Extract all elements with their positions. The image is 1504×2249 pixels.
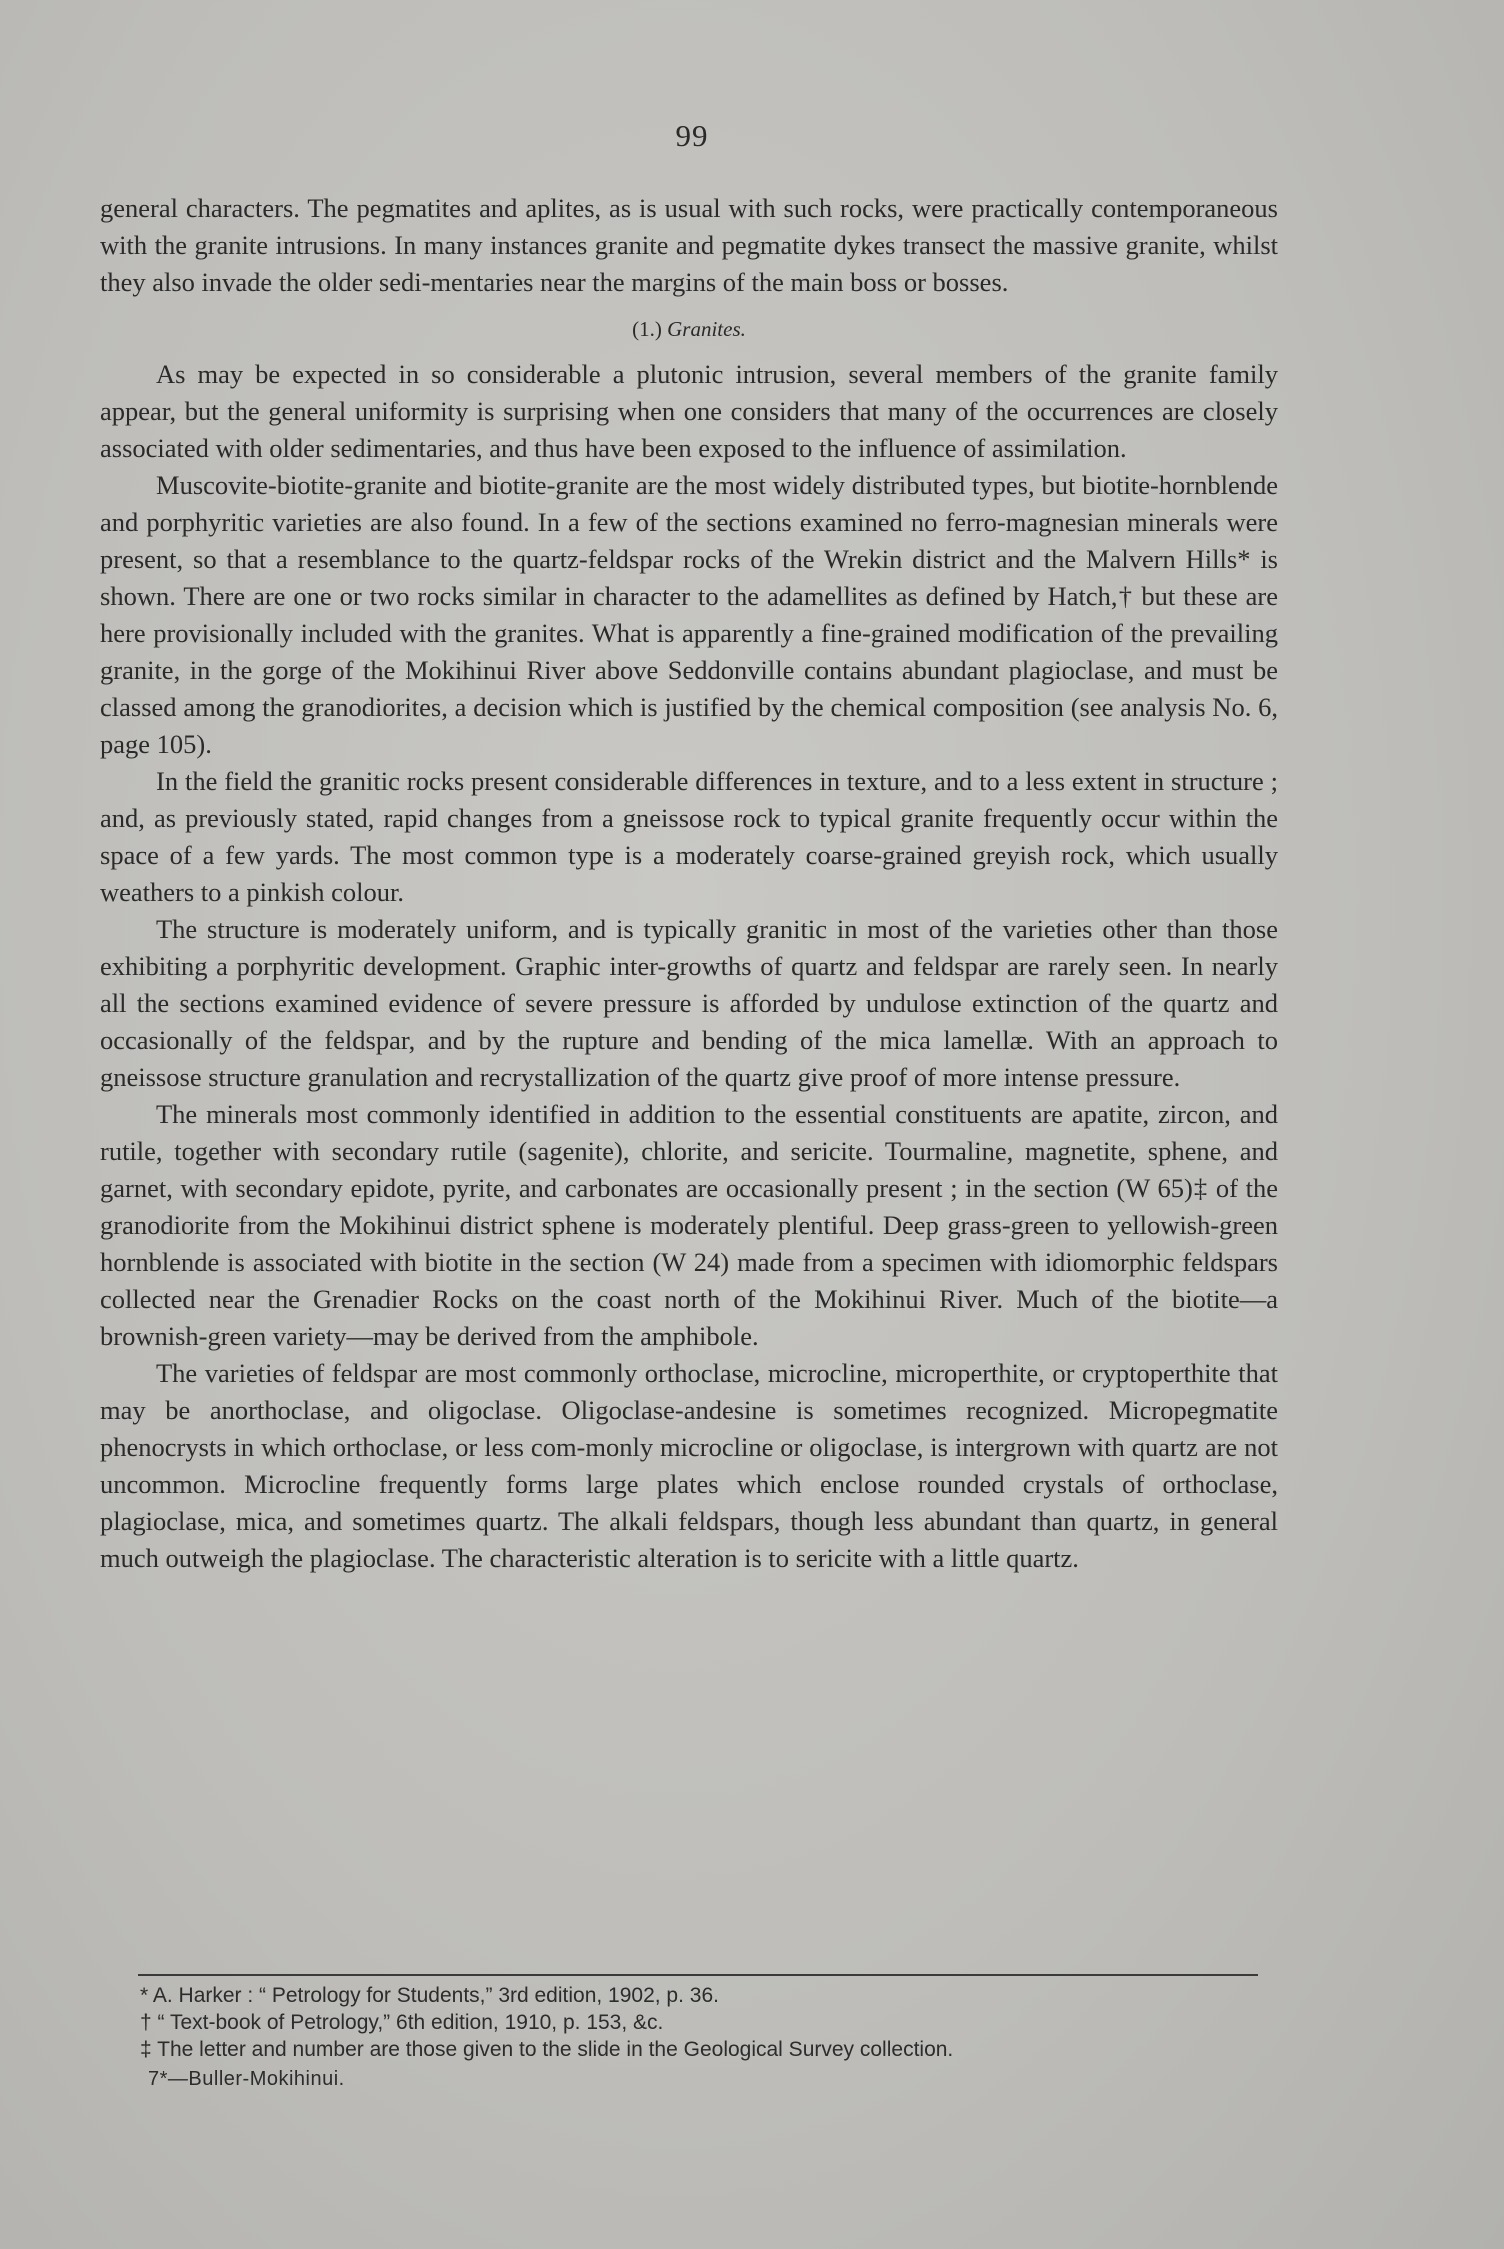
paragraph: The structure is moderately uniform, and is typically granitic in most of the varieties other than those exhibiting a porphyritic development. Graphic inter-growths of quartz and feldspar are rarely seen. In nearly all the sections examined evidence of severe pressure is afforded by undulose extinction of the quartz and occasionally of the feldspar, and by the rupture and bending of the mica lamellæ. With an approach to gneissose structure granulation and recrystallization of the quartz give proof of more intense pressure. bbox=[100, 914, 1278, 1092]
paragraph-continued: general characters. The pegmatites and aplites, as is usual with such rocks, were practically contemporaneous with the granite intrusions. In many instances granite and pegmatite dykes transect the massive granite, whilst they also invade the older sedi-mentaries near the margins of the main boss or bosses. bbox=[100, 193, 1278, 297]
footnotes bbox=[140, 1982, 1280, 2063]
section-title: Granites. bbox=[667, 317, 746, 341]
paragraph: In the field the granitic rocks present considerable differences in texture, and to a less extent in structure ; and, as previously stated, rapid changes from a gneissose rock to typical granite frequently occur within the space of a few yards. The most common type is a moderately coarse-grained greyish rock, which usually weathers to a pinkish colour. bbox=[100, 766, 1278, 907]
footnote: † “ Text-book of Petrology,” 6th edition, 1910, p. 153, &c. bbox=[140, 2011, 664, 2034]
printer-signature: 7*—Buller-Mokihinui. bbox=[148, 2068, 345, 2090]
paragraph: Muscovite-biotite-granite and biotite-granite are the most widely distributed types, but biotite-hornblende and porphyritic varieties are also found. In a few of the sections examined no ferro-magnesian minerals were present, so that a resemblance to the quartz-feldspar rocks of the Wrekin district and the Malvern Hills* is shown. There are one or two rocks similar in character to the adamellites as defined by Hatch,† but these are here provisionally included with the granites. What is apparently a fine-grained modification of the prevailing granite, in the gorge of the Mokihinui River above Seddonville contains abundant plagioclase, and must be classed among the granodiorites, a decision which is justified by the chemical composition (see analysis No. 6, page 105). bbox=[100, 470, 1278, 759]
paragraph: The varieties of feldspar are most commonly orthoclase, microcline, microperthite, or cryptoperthite that may be anorthoclase, and oligoclase. Oligoclase-andesine is sometimes recognized. Micropegmatite phenocrysts in which orthoclase, or less com-monly microcline or oligoclase, is intergrown with quartz are not uncommon. Microcline frequently forms large plates which enclose rounded crystals of orthoclase, plagioclase, mica, and sometimes quartz. The alkali feldspars, though less abundant than quartz, in general much outweigh the plagioclase. The characteristic alteration is to sericite with a little quartz. bbox=[100, 1358, 1278, 1573]
section-heading bbox=[100, 311, 1278, 348]
paragraph: The minerals most commonly identified in addition to the essential constituents are apatite, zircon, and rutile, together with secondary rutile (sagenite), chlorite, and sericite. Tourmaline, magnetite, sphene, and garnet, with secondary epidote, pyrite, and carbonates are occasionally present ; in the section (W 65)‡ of the granodiorite from the Mokihinui district sphene is moderately plentiful. Deep grass-green to yellowish-green hornblende is associated with biotite in the section (W 24) made from a specimen with idiomorphic feldspars collected near the Grenadier Rocks on the coast north of the Mokihinui River. Much of the biotite—a brownish-green variety—may be derived from the amphibole. bbox=[100, 1099, 1278, 1351]
body-text bbox=[100, 190, 1278, 1577]
paragraph: As may be expected in so considerable a plutonic intrusion, several members of the granite family appear, but the general uniformity is surprising when one considers that many of the occurrences are closely associated with older sedimentaries, and thus have been exposed to the influence of assimilation. bbox=[100, 359, 1278, 463]
footnote: ‡ The letter and number are those given to the slide in the Geological Survey collection. bbox=[140, 2038, 954, 2061]
section-number: (1.) bbox=[632, 317, 662, 341]
footnote: * A. Harker : “ Petrology for Students,” 3rd edition, 1902, p. 36. bbox=[140, 1984, 719, 2007]
page-number: 99 bbox=[675, 118, 709, 153]
footnote-divider bbox=[138, 1974, 1258, 1976]
